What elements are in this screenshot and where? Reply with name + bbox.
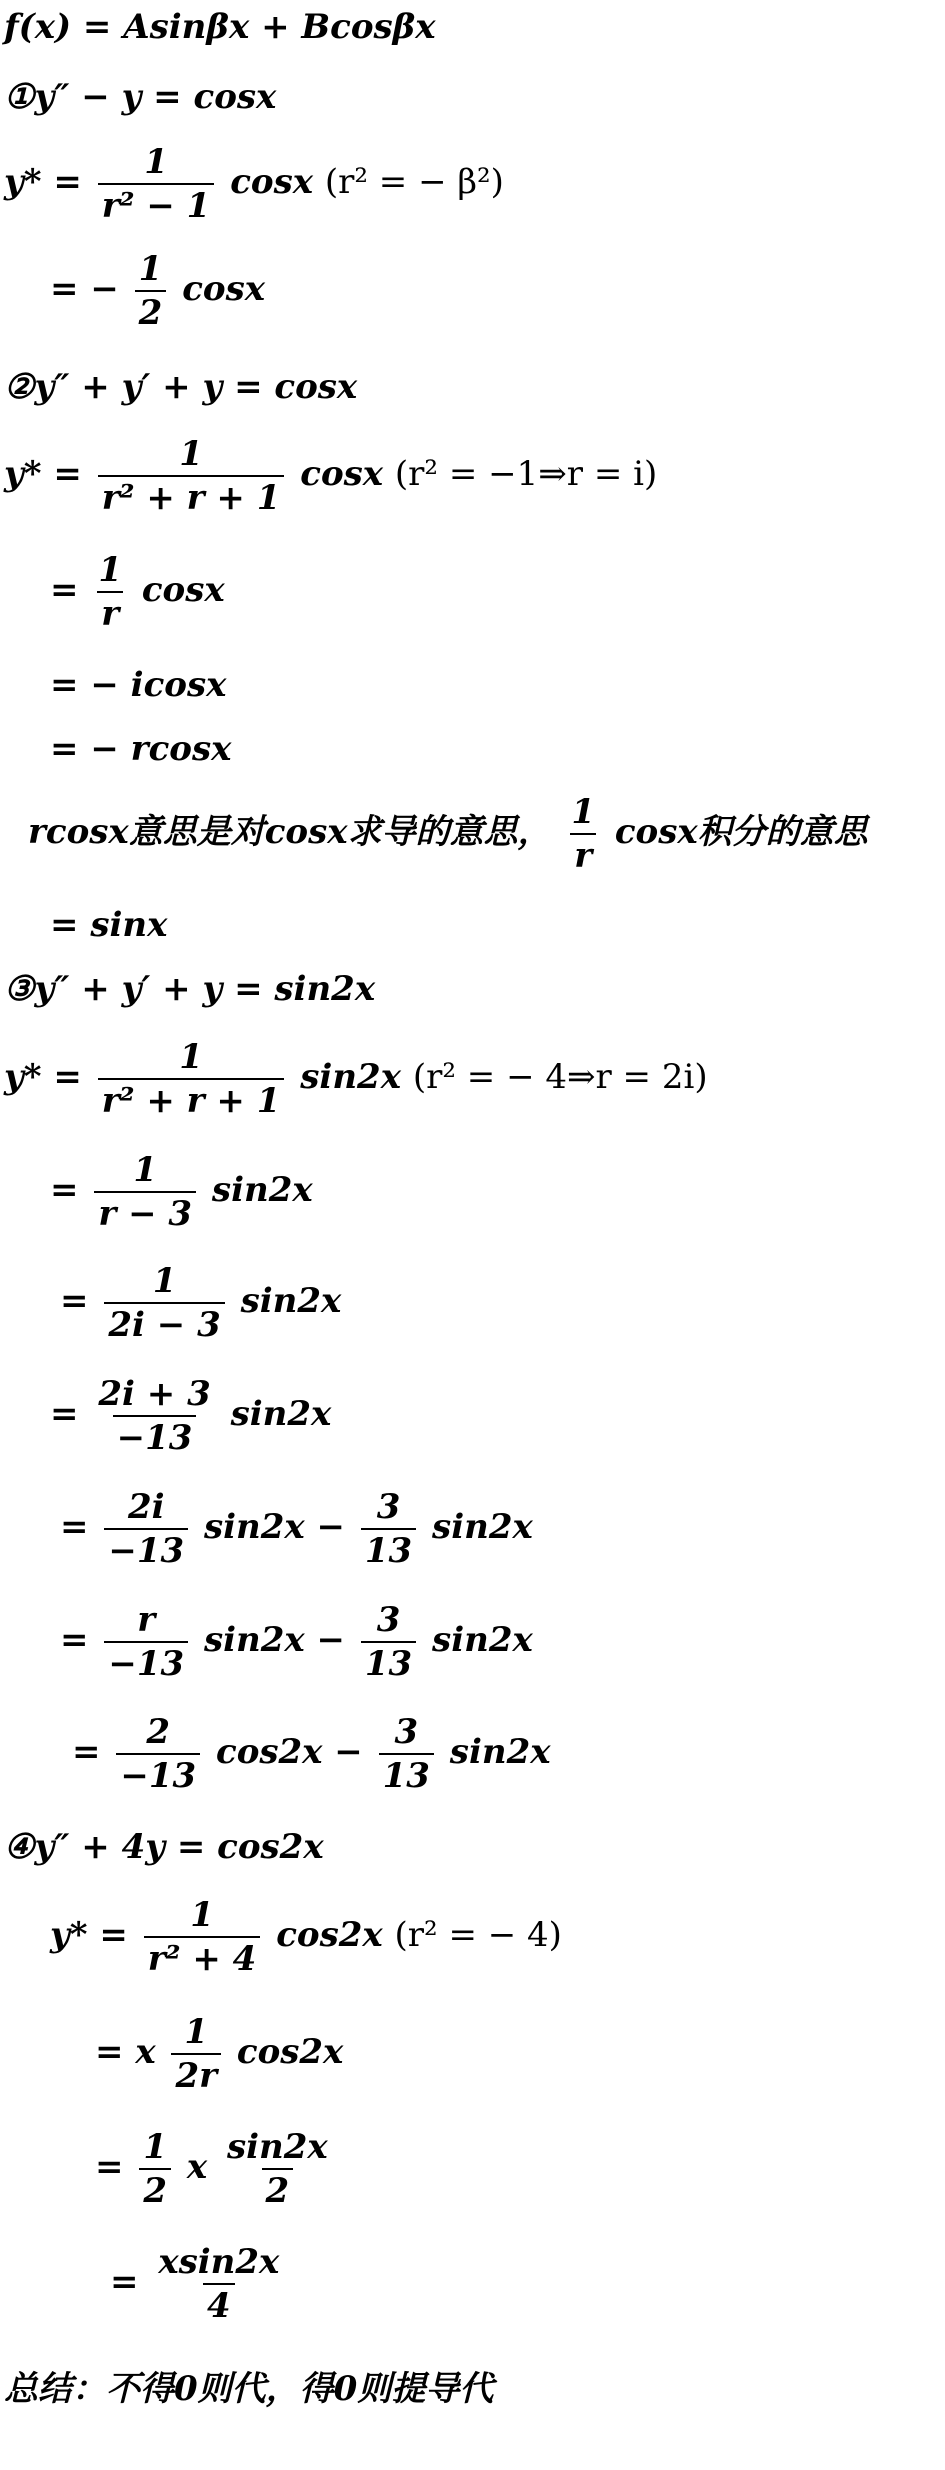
s4-line3 [95,2127,336,2211]
s1-line2 [50,249,265,333]
s2-frac-after: cosx [300,454,384,494]
s4-l2-frac [171,2012,221,2096]
s3-ystar-line [4,1037,708,1121]
s4-l4-num: xsin2x [158,2242,280,2282]
s3-l6-frac [104,1600,188,1684]
s2-l2-after: cosx [141,570,225,610]
s3-frac-num: 1 [179,1037,203,1077]
s3-l5-frac [104,1487,188,1571]
s4-l3-frac [139,2127,171,2211]
s3-l7-num: 2 [146,1712,171,1752]
s2-explain-den: r [570,833,596,873]
s2-ystar: y* = [4,454,82,494]
s4-l4-frac [154,2242,283,2326]
s3-l7-num2: 3 [394,1712,419,1752]
s4-l4-pre: = [110,2262,139,2302]
s3-l4-eq: = [50,1394,79,1434]
s1-ystar-line [4,142,504,226]
s4-l3-mid: x [186,2147,208,2187]
s3-l6-eq: = [60,1620,89,1660]
s2-l2-num: 1 [98,550,123,590]
s2-explain-b: cosx积分的意思 [614,812,868,852]
s3-l2-num: 1 [133,1150,158,1190]
s3-l7-den2: 13 [379,1753,434,1793]
s3-line7 [72,1712,551,1796]
s3-title: ③y″ + y′ + y = sin2x [4,969,376,1009]
s3-l7-frac [116,1712,200,1796]
s4-l2-after: cos2x [236,2032,344,2072]
s3-l3-den: 2i − 3 [104,1302,224,1342]
s3-l6-den: −13 [104,1641,188,1681]
s4-l3-den: 2 [139,2168,171,2208]
s1-l2-num: 1 [138,249,163,289]
s3-l4-num: 2i + 3 [98,1374,211,1414]
s4-l2-den: 2r [171,2053,221,2093]
s4-l4-den: 4 [203,2283,235,2323]
s3-frac-den: r² + r + 1 [98,1078,285,1118]
s3-l4-after: sin2x [230,1394,332,1434]
s4-note: (r² = − 4) [394,1915,562,1955]
s3-l5-mid: sin2x − [204,1507,346,1547]
s4-line4 [110,2242,287,2326]
s4-frac [144,1895,261,1979]
s3-l5-num2: 3 [376,1487,401,1527]
s3-l5-after: sin2x [432,1507,533,1547]
s3-frac [98,1037,285,1121]
s4-l2-num: 1 [184,2012,209,2052]
s4-l3-num: 1 [143,2127,168,2167]
s3-line4 [50,1374,332,1458]
s4-title: ④y″ + 4y = cos2x [4,1827,324,1867]
s3-l6-mid: sin2x − [204,1620,346,1660]
s3-l3-after: sin2x [240,1281,342,1321]
s4-frac-num: 1 [190,1895,214,1935]
s2-line2 [50,550,225,634]
s3-frac-after: sin2x [300,1057,401,1097]
s4-frac-den: r² + 4 [144,1936,261,1976]
s3-line2 [50,1150,313,1234]
s3-l6-num: r [137,1600,156,1640]
s2-explain-num: 1 [571,792,596,832]
s3-line3 [60,1261,342,1345]
s3-l7-den: −13 [116,1753,200,1793]
s2-line5: = sinx [50,905,168,945]
s3-l4-frac [94,1374,214,1458]
s3-ystar: y* = [4,1057,82,1097]
s3-l6-after: sin2x [432,1620,533,1660]
s4-l3-num2: sin2x [226,2127,328,2167]
s3-l6-frac2 [361,1600,416,1684]
s3-l4-den: −13 [113,1415,197,1455]
s4-ystar: y* = [50,1915,128,1955]
s4-l3-den2: 2 [262,2168,294,2208]
s3-line5 [60,1487,533,1571]
s1-frac [98,142,215,226]
s3-l5-num: 2i [127,1487,165,1527]
s3-l5-frac2 [361,1487,416,1571]
s3-l3-eq: = [60,1281,89,1321]
s2-l2-den: r [97,591,123,631]
s3-l5-eq: = [60,1507,89,1547]
s1-l2-frac [135,249,167,333]
s2-ystar-line [4,434,658,518]
s3-l3-num: 1 [152,1261,177,1301]
s2-frac [98,434,285,518]
s4-ystar-line [50,1895,562,1979]
s3-l3-frac [104,1261,224,1345]
s3-l2-frac [94,1150,196,1234]
s4-l3-frac2 [223,2127,332,2211]
s2-note: (r² = −1⇒r = i) [394,454,658,494]
s3-line6 [60,1600,533,1684]
summary-text: 总结：不得0则代，得0则提导代 [4,2369,494,2409]
s1-frac-num: 1 [144,142,168,182]
s2-line4: = − rcosx [50,729,232,769]
s3-l5-den: −13 [104,1528,188,1568]
s3-l5-den2: 13 [361,1528,416,1568]
s1-title: ①y″ − y = cosx [4,77,277,117]
s3-l7-frac2 [379,1712,434,1796]
s2-l2-frac [94,550,126,634]
s3-l7-mid: cos2x − [216,1732,363,1772]
s3-l2-den: r − 3 [94,1191,196,1231]
s3-l2-after: sin2x [211,1170,313,1210]
s2-explanation [28,792,868,876]
s2-l2-pre: = [50,570,79,610]
s1-l2-after: cosx [182,269,265,309]
s3-l6-num2: 3 [376,1600,401,1640]
s1-frac-after: cosx [230,162,313,202]
s3-l6-den2: 13 [361,1641,416,1681]
s4-l3-pre: = [95,2147,124,2187]
s2-line3: = − icosx [50,665,227,705]
s2-title: ②y″ + y′ + y = cosx [4,367,358,407]
s3-l7-eq: = [72,1732,101,1772]
s2-frac-den: r² + r + 1 [98,475,285,515]
s1-frac-den: r² − 1 [98,183,215,223]
s3-note: (r² = − 4⇒r = 2i) [412,1057,708,1097]
s4-line2 [95,2012,344,2096]
s4-frac-after: cos2x [276,1915,383,1955]
s2-frac-num: 1 [179,434,203,474]
s3-l7-after: sin2x [449,1732,551,1772]
s4-l2-pre: = x [95,2032,156,2072]
s2-explain-frac [567,792,599,876]
s1-l2-pre: = − [50,269,119,309]
s1-note: (r² = − β²) [324,162,504,202]
header-formula: f(x) = Asinβx + Bcosβx [4,7,436,47]
s3-l2-eq: = [50,1170,79,1210]
s1-ystar: y* = [4,162,82,202]
s1-l2-den: 2 [135,290,167,330]
s2-explain-a: rcosx意思是对cosx求导的意思， [28,812,552,852]
